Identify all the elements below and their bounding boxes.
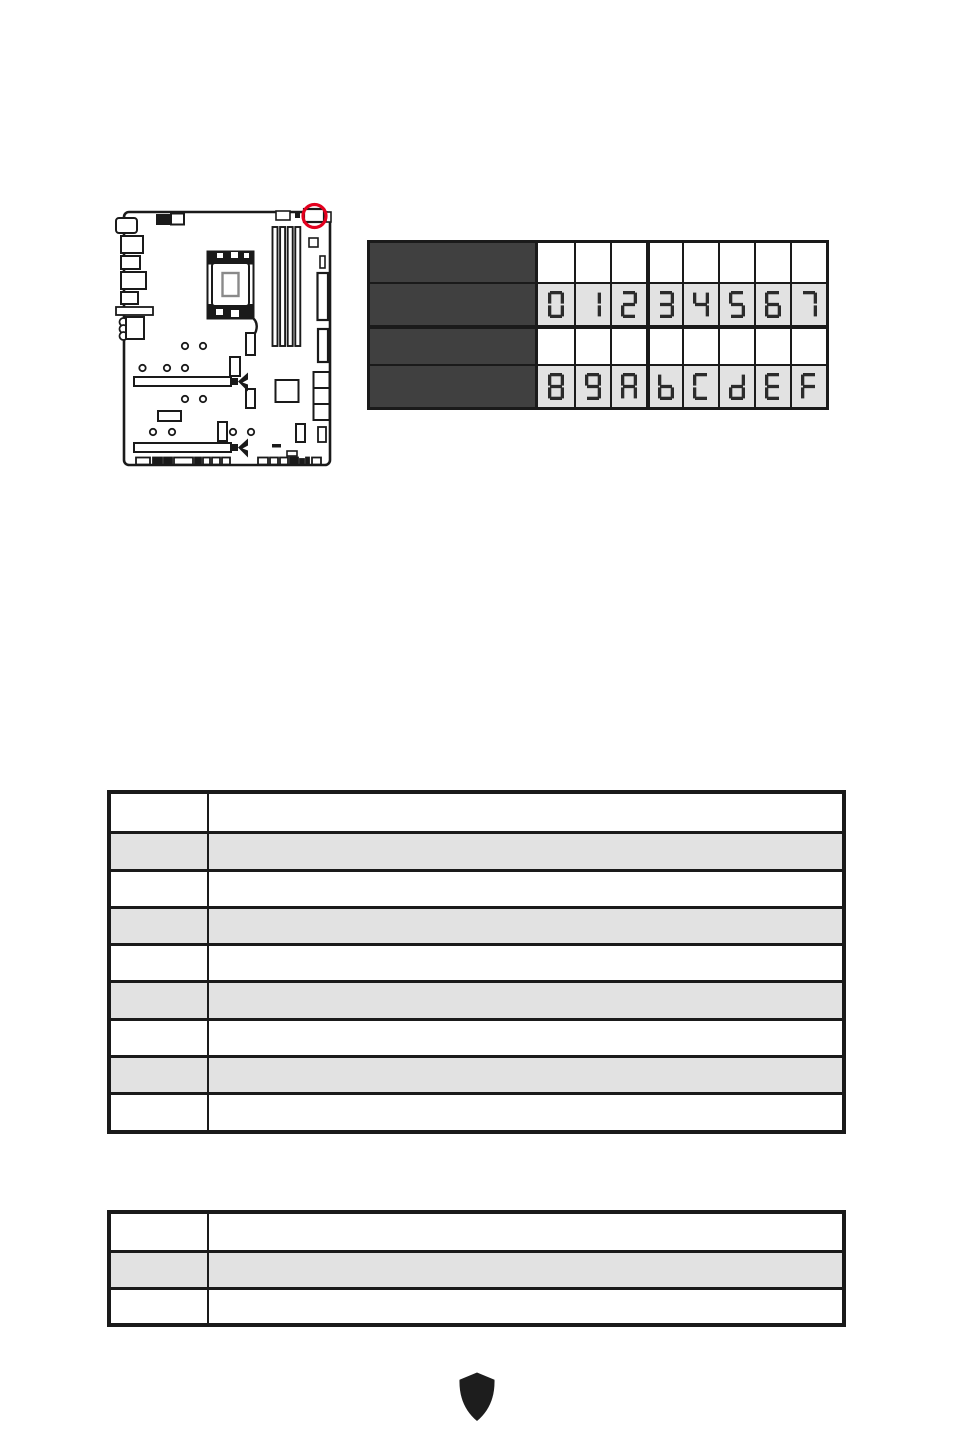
shield-icon — [454, 1371, 500, 1422]
motherboard-diagram-svg — [112, 196, 338, 472]
seven-segment-digit-E — [765, 373, 781, 400]
table-cell — [209, 1290, 842, 1323]
table-row — [111, 943, 842, 980]
seven-segment-digit-5 — [729, 291, 745, 318]
table-row — [111, 794, 842, 831]
seven-segment-digit-C — [693, 373, 709, 400]
table-row — [111, 869, 842, 906]
hex-value-table — [107, 1210, 846, 1327]
table-row — [111, 1055, 842, 1092]
hex-table-cell — [754, 366, 790, 407]
hex-table-cell — [646, 243, 682, 282]
hex-table-row — [370, 282, 826, 325]
table-row — [111, 906, 842, 943]
hex-table-row — [370, 325, 826, 364]
seven-segment-digit-0 — [548, 291, 564, 318]
hex-table-cell — [610, 243, 646, 282]
table-row — [111, 1287, 842, 1323]
debug-code-table — [107, 790, 846, 1134]
hex-table-cell — [718, 284, 754, 325]
table-cell — [209, 1214, 842, 1250]
table-row — [111, 831, 842, 868]
hex-table-cell — [682, 284, 718, 325]
seven-segment-digit-2 — [621, 291, 637, 318]
hex-table-cell — [610, 366, 646, 407]
hex-table-header-cell — [370, 284, 538, 325]
table-cell — [111, 1214, 209, 1250]
hex-table-cell — [646, 329, 682, 364]
msi-shield-logo — [454, 1371, 500, 1422]
hex-table-cell — [646, 284, 682, 325]
table-cell — [111, 834, 209, 868]
table-cell — [111, 946, 209, 980]
table-cell — [111, 909, 209, 943]
hex-table-row — [370, 243, 826, 282]
table-cell — [209, 1021, 842, 1055]
hex-table-cell — [682, 243, 718, 282]
table-cell — [111, 1253, 209, 1286]
seven-segment-digit-6 — [765, 291, 781, 318]
table-row — [111, 980, 842, 1017]
hex-table-cell — [574, 329, 610, 364]
seven-segment-digit-F — [801, 373, 817, 400]
hex-table-cell — [682, 366, 718, 407]
hex-table-row — [370, 364, 826, 407]
motherboard-diagram — [112, 196, 338, 472]
table-cell — [209, 946, 842, 980]
table-cell — [209, 983, 842, 1017]
hex-table-cell — [754, 329, 790, 364]
hex-table-cell — [610, 329, 646, 364]
hex-table-cell — [538, 366, 574, 407]
hex-table-cell — [610, 284, 646, 325]
hex-table-cell — [538, 329, 574, 364]
seven-segment-digit-A — [621, 373, 637, 400]
hex-table-cell — [574, 366, 610, 407]
table-cell — [111, 794, 209, 831]
hex-table-cell — [754, 243, 790, 282]
table-cell — [209, 872, 842, 906]
hex-table-cell — [718, 243, 754, 282]
hex-table-header-cell — [370, 366, 538, 407]
hex-table-cell — [718, 329, 754, 364]
hex-table-header-cell — [370, 329, 538, 364]
table-cell — [111, 983, 209, 1017]
table-cell — [111, 1095, 209, 1129]
hex-display-table — [367, 240, 829, 410]
seven-segment-digit-9 — [585, 373, 601, 400]
seven-segment-digit-7 — [801, 291, 817, 318]
hex-table-cell — [646, 366, 682, 407]
table-row — [111, 1214, 842, 1250]
debug-led-component — [304, 209, 324, 222]
hex-table-cell — [718, 366, 754, 407]
seven-segment-digit-8 — [548, 373, 564, 400]
table-cell — [209, 1253, 842, 1286]
hex-table-cell — [790, 329, 826, 364]
hex-table-cell — [574, 284, 610, 325]
seven-segment-digit-d — [729, 373, 745, 400]
table-cell — [209, 834, 842, 868]
table-cell — [209, 1095, 842, 1129]
table-row — [111, 1250, 842, 1286]
hex-table-header-cell — [370, 243, 538, 282]
hex-table-cell — [538, 243, 574, 282]
table-cell — [209, 794, 842, 831]
hex-table-cell — [790, 284, 826, 325]
table-row — [111, 1092, 842, 1129]
hex-table-cell — [574, 243, 610, 282]
hex-table-cell — [754, 284, 790, 325]
hex-table-cell — [682, 329, 718, 364]
table-cell — [111, 872, 209, 906]
hex-table-cell — [538, 284, 574, 325]
table-row — [111, 1018, 842, 1055]
seven-segment-digit-3 — [658, 291, 674, 318]
table-cell — [209, 909, 842, 943]
hex-table-cell — [790, 243, 826, 282]
table-cell — [111, 1290, 209, 1323]
table-cell — [111, 1021, 209, 1055]
seven-segment-digit-4 — [693, 291, 709, 318]
shield-shape — [459, 1373, 494, 1422]
table-cell — [209, 1058, 842, 1092]
bottom-edge-headers — [136, 458, 321, 465]
table-cell — [111, 1058, 209, 1092]
seven-segment-digit-b — [658, 373, 674, 400]
hex-table-cell — [790, 366, 826, 407]
seven-segment-digit-1 — [585, 291, 601, 318]
